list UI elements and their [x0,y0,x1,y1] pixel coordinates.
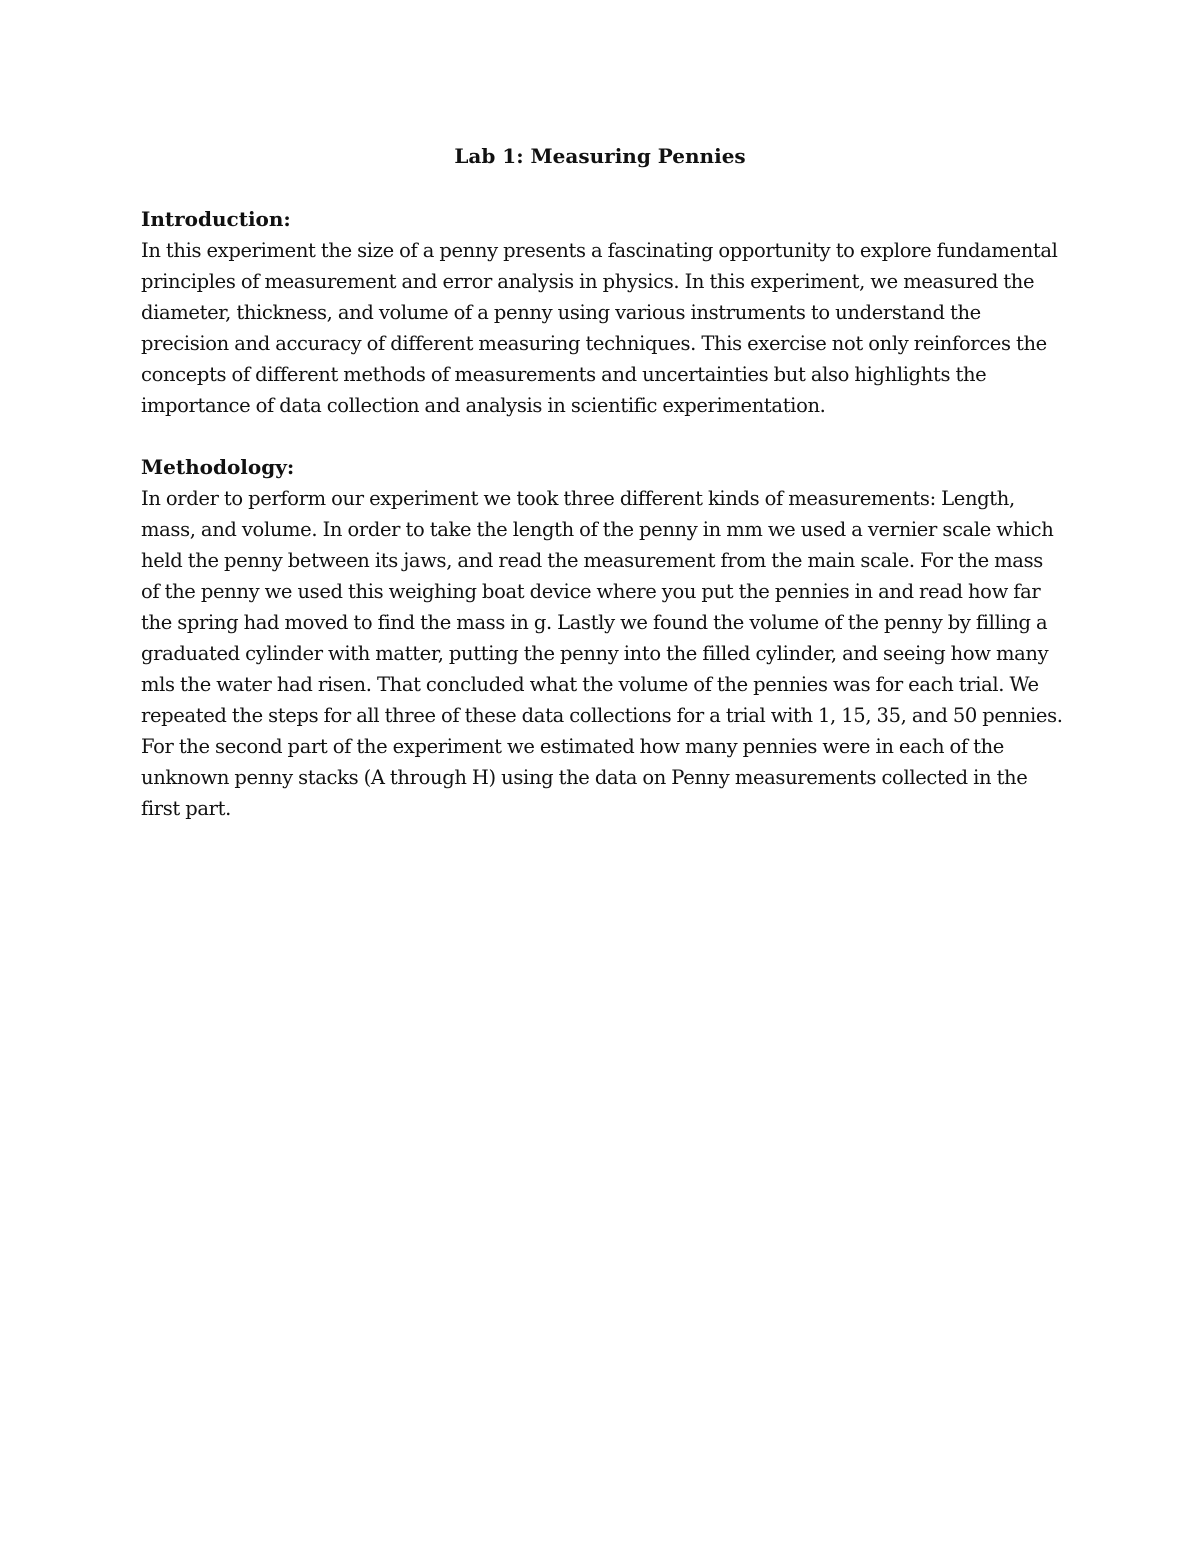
document-title: Lab 1: Measuring Pennies [454,144,746,168]
introduction-section [141,204,1066,421]
introduction-paragraph: In this experiment the size of a penny presents a fascinating opportunity to explore fundamental principles of measurement and error analysis in physics. In this experiment, we measured the diameter, thickness, and volume of a penny using various instruments to understand the precision and accuracy of different measuring techniques. This exercise not only reinforces the concepts of different methods of measurements and uncertainties but also highlights the importance of data collection and analysis in scientific experimentation. [141,239,1058,417]
introduction-heading: Introduction: [141,207,291,231]
methodology-heading: Methodology: [141,455,295,479]
methodology-paragraph: In order to perform our experiment we took three different kinds of measurements: Length, mass, and volume. In order to take the length of the penny in mm we used a vernier scale which held the penny between its jaws, and read the measurement from the main scale. For the mass of the penny we used this weighing boat device where you put the pennies in and read how far the spring had moved to find the mass in g. Lastly we found the volume of the penny by filling a graduated cylinder with matter, putting the penny into the filled cylinder, and seeing how many mls the water had risen. That concluded what the volume of the pennies was for each trial. We repeated the steps for all three of these data collections for a trial with 1, 15, 35, and 50 pennies. For the second part of the experiment we estimated how many pennies were in each of the unknown penny stacks (A through H) using the data on Penny measurements collected in the first part. [141,487,1063,820]
methodology-section [141,452,1066,824]
